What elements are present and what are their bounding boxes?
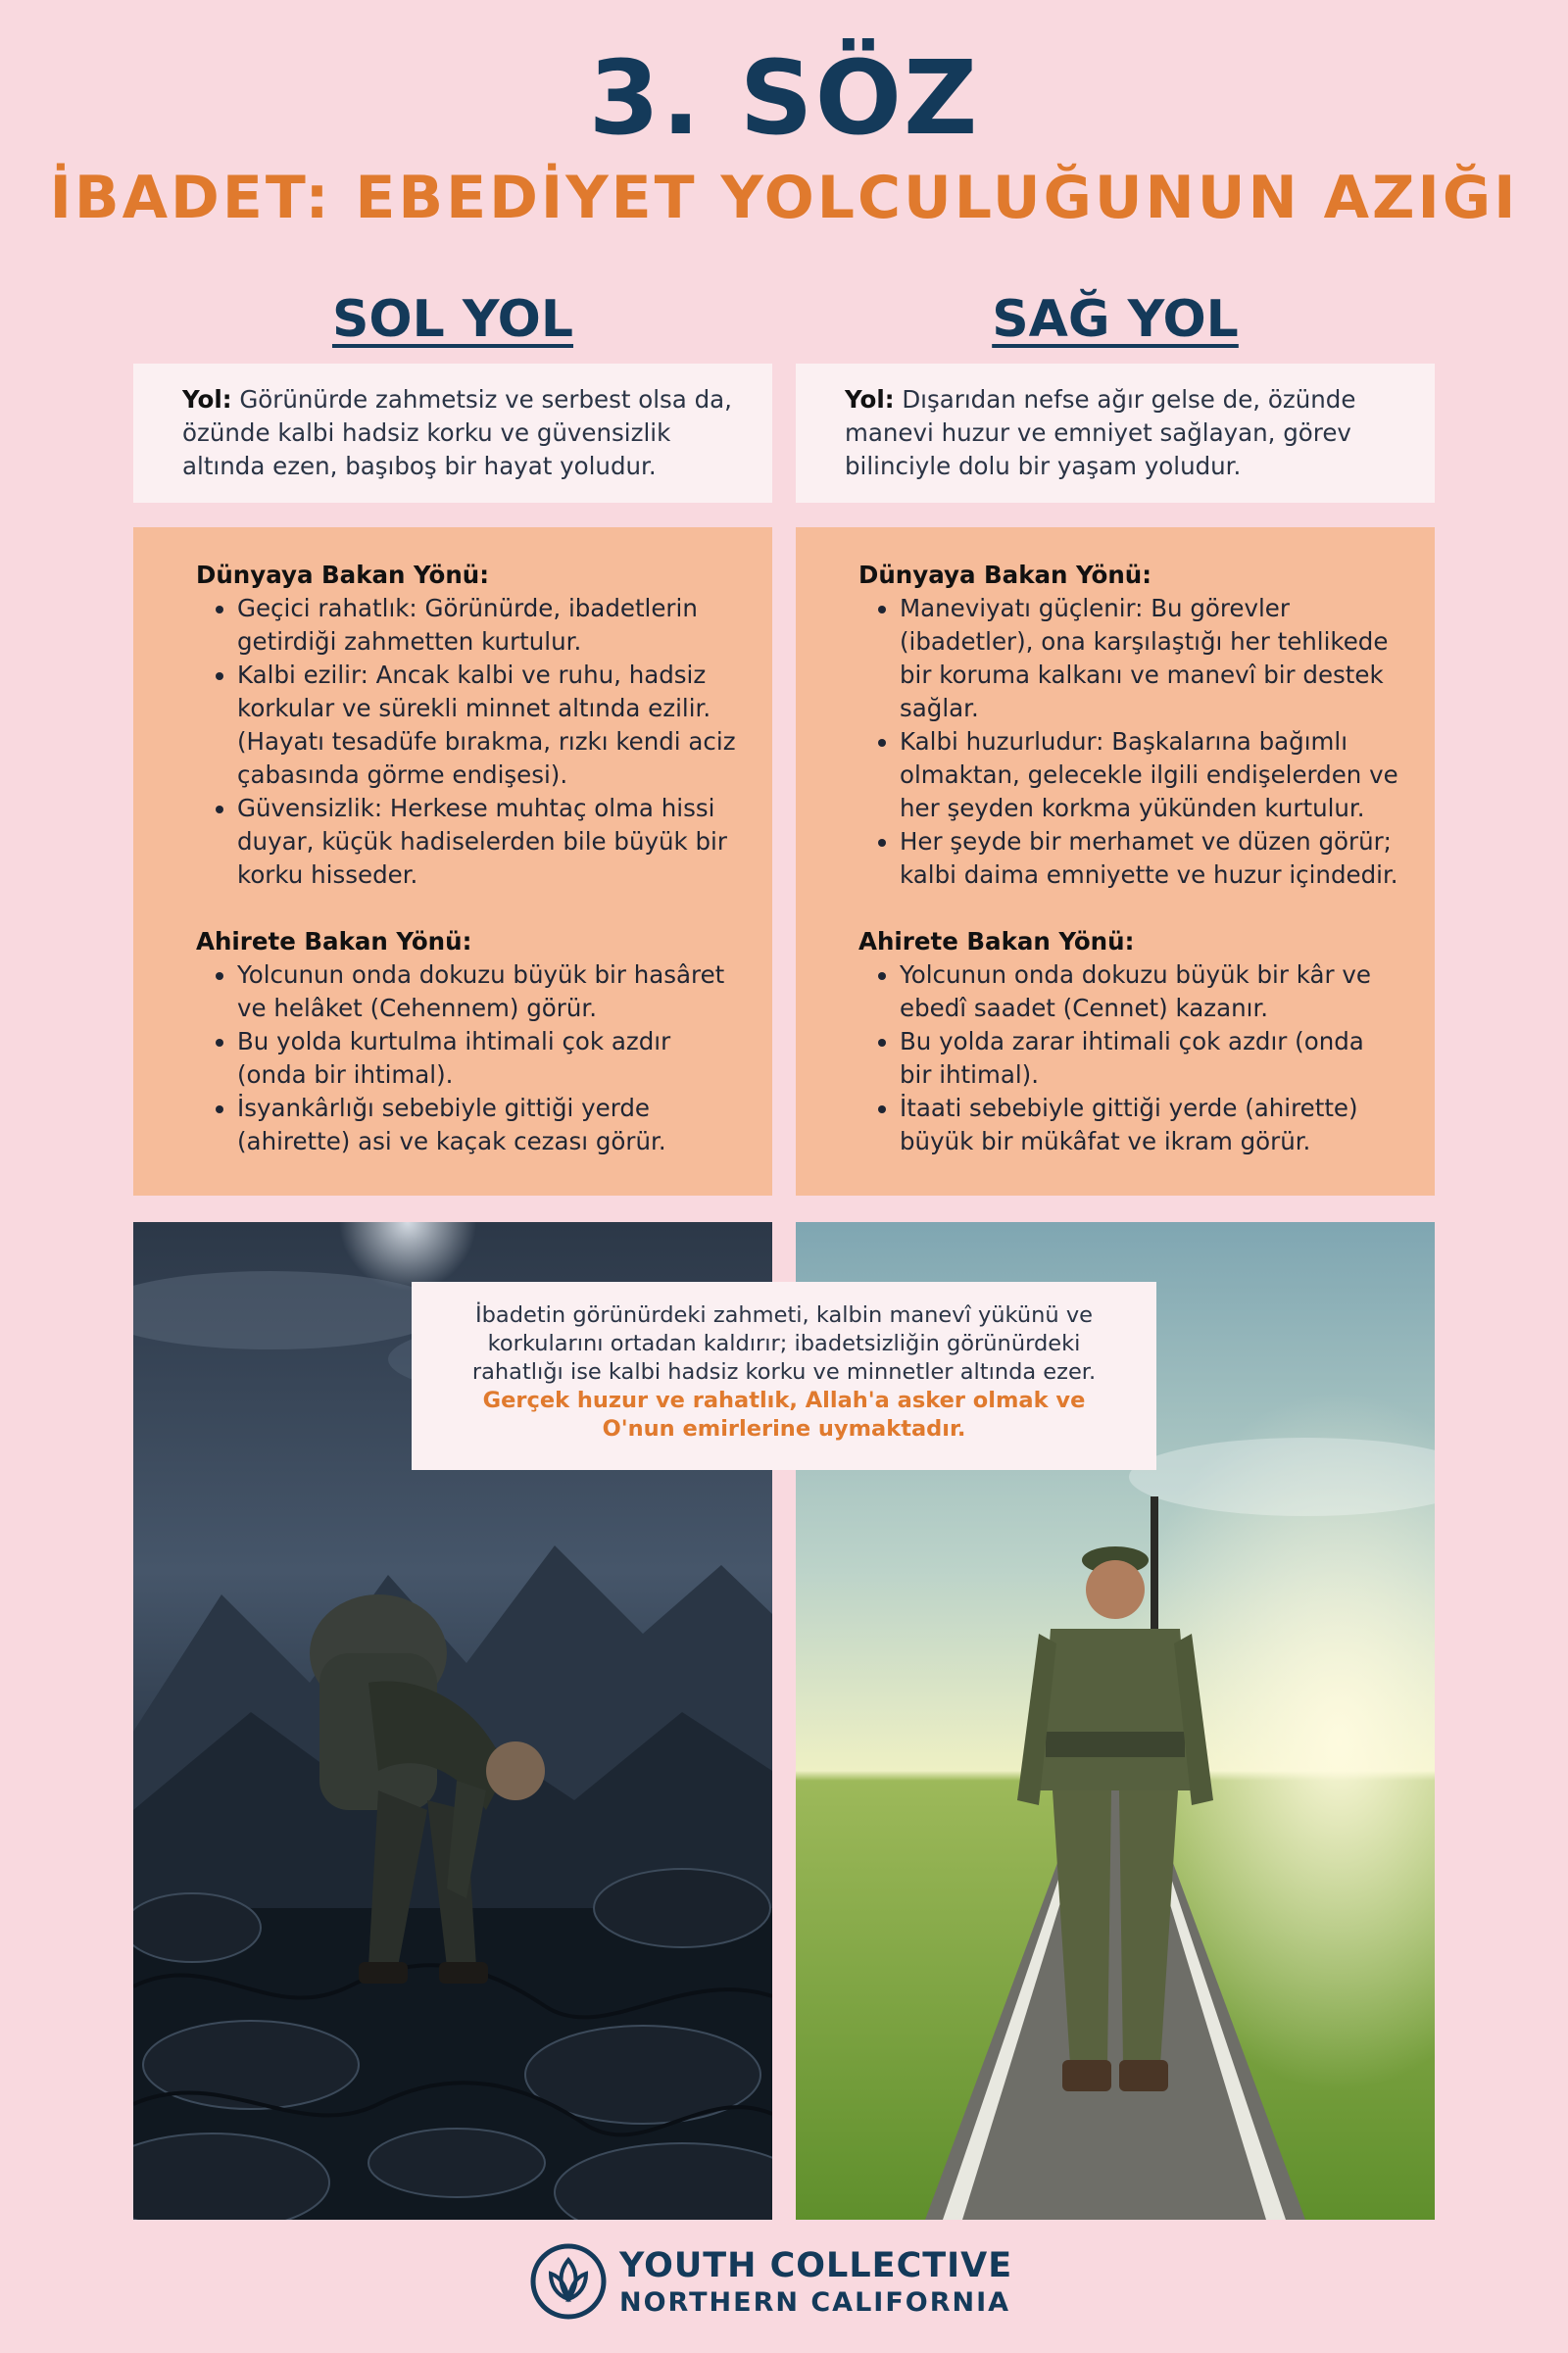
list-item: • Yolcunun onda dokuzu büyük bir kâr ve ebedî saadet (Cennet) kazanır.: [900, 958, 1401, 1025]
list-item: • İtaati sebebiyle gittiği yerde (ahirette) büyük bir mükâfat ve ikram görür.: [900, 1092, 1401, 1158]
right-path-heading: SAĞ YOL: [992, 290, 1239, 349]
list-item: • Kalbi ezilir: Ancak kalbi ve ruhu, hadsiz korkular ve sürekli minnet altında ezilir. (Hayatı tesadüfe bırakma, rızkı kendi aciz çabasında görme endişesi).: [237, 659, 739, 792]
left-afterlife-heading: Ahirete Bakan Yönü:: [196, 927, 472, 956]
list-item: • Bu yolda kurtulma ihtimali çok azdır (onda bir ihtimal).: [237, 1025, 739, 1092]
poster-subtitle: İBADET: EBEDİYET YOLCULUĞUNUN AZIĞI: [49, 164, 1519, 232]
left-details-box: [133, 527, 772, 1196]
left-afterlife-list: [196, 958, 739, 1158]
lotus-logo-icon: [529, 2242, 608, 2321]
quote-text: İbadetin görünürdeki zahmeti, kalbin manevî yükünü ve korkularını ortadan kaldırır; ibadetsizliğin görünürdeki rahatlığı ise kalbi hadsiz korku ve minnetler altında ezer.: [471, 1302, 1097, 1385]
left-path-heading: SOL YOL: [331, 290, 574, 349]
left-world-heading: Dünyaya Bakan Yönü:: [196, 561, 490, 589]
left-definition-label: Yol:: [182, 385, 232, 414]
right-world-list: [858, 592, 1401, 892]
left-world-list: [196, 592, 739, 892]
left-definition-box: [133, 364, 772, 503]
right-definition-text: Dışarıdan nefse ağır gelse de, özünde manevi huzur ve emniyet sağlayan, görev bilinciyle dolu bir yaşam yoludur.: [845, 385, 1356, 480]
right-afterlife-list: [858, 958, 1401, 1158]
left-definition-text: Görünürde zahmetsiz ve serbest olsa da, özünde kalbi hadsiz korku ve güvensizlik altında ezen, başıboş bir hayat yoludur.: [182, 385, 732, 480]
poster-title: 3. SÖZ: [588, 38, 980, 158]
right-details-box: [796, 527, 1435, 1196]
central-quote-box: [412, 1282, 1156, 1470]
list-item: • Kalbi huzurludur: Başkalarına bağımlı olmaktan, gelecekle ilgili endişelerden ve her şeyden korkma yükünden kurtulur.: [900, 725, 1401, 825]
list-item: • Her şeyde bir merhamet ve düzen görür; kalbi daima emniyette ve huzur içindedir.: [900, 825, 1401, 892]
org-region: NORTHERN CALIFORNIA: [619, 2287, 1011, 2318]
right-definition-label: Yol:: [845, 385, 895, 414]
list-item: • Yolcunun onda dokuzu büyük bir hasâret ve helâket (Cehennem) görür.: [237, 958, 739, 1025]
org-name: YOUTH COLLECTIVE: [619, 2246, 1013, 2285]
right-definition-box: [796, 364, 1435, 503]
quote-emphasis: Gerçek huzur ve rahatlık, Allah'a asker olmak ve O'nun emirlerine uymaktadır.: [482, 1388, 1086, 1442]
right-afterlife-heading: Ahirete Bakan Yönü:: [858, 927, 1135, 956]
list-item: • Maneviyatı güçlenir: Bu görevler (ibadetler), ona karşılaştığı her tehlikede bir koruma kalkanı ve manevî bir destek sağlar.: [900, 592, 1401, 725]
list-item: • İsyankârlığı sebebiyle gittiği yerde (ahirette) asi ve kaçak cezası görür.: [237, 1092, 739, 1158]
list-item: • Bu yolda zarar ihtimali çok azdır (onda bir ihtimal).: [900, 1025, 1401, 1092]
footer-branding: [529, 2242, 1039, 2325]
right-world-heading: Dünyaya Bakan Yönü:: [858, 561, 1152, 589]
list-item: • Geçici rahatlık: Görünürde, ibadetlerin getirdiği zahmetten kurtulur.: [237, 592, 739, 659]
list-item: • Güvensizlik: Herkese muhtaç olma hissi duyar, küçük hadiselerden bile büyük bir korku hisseder.: [237, 792, 739, 892]
